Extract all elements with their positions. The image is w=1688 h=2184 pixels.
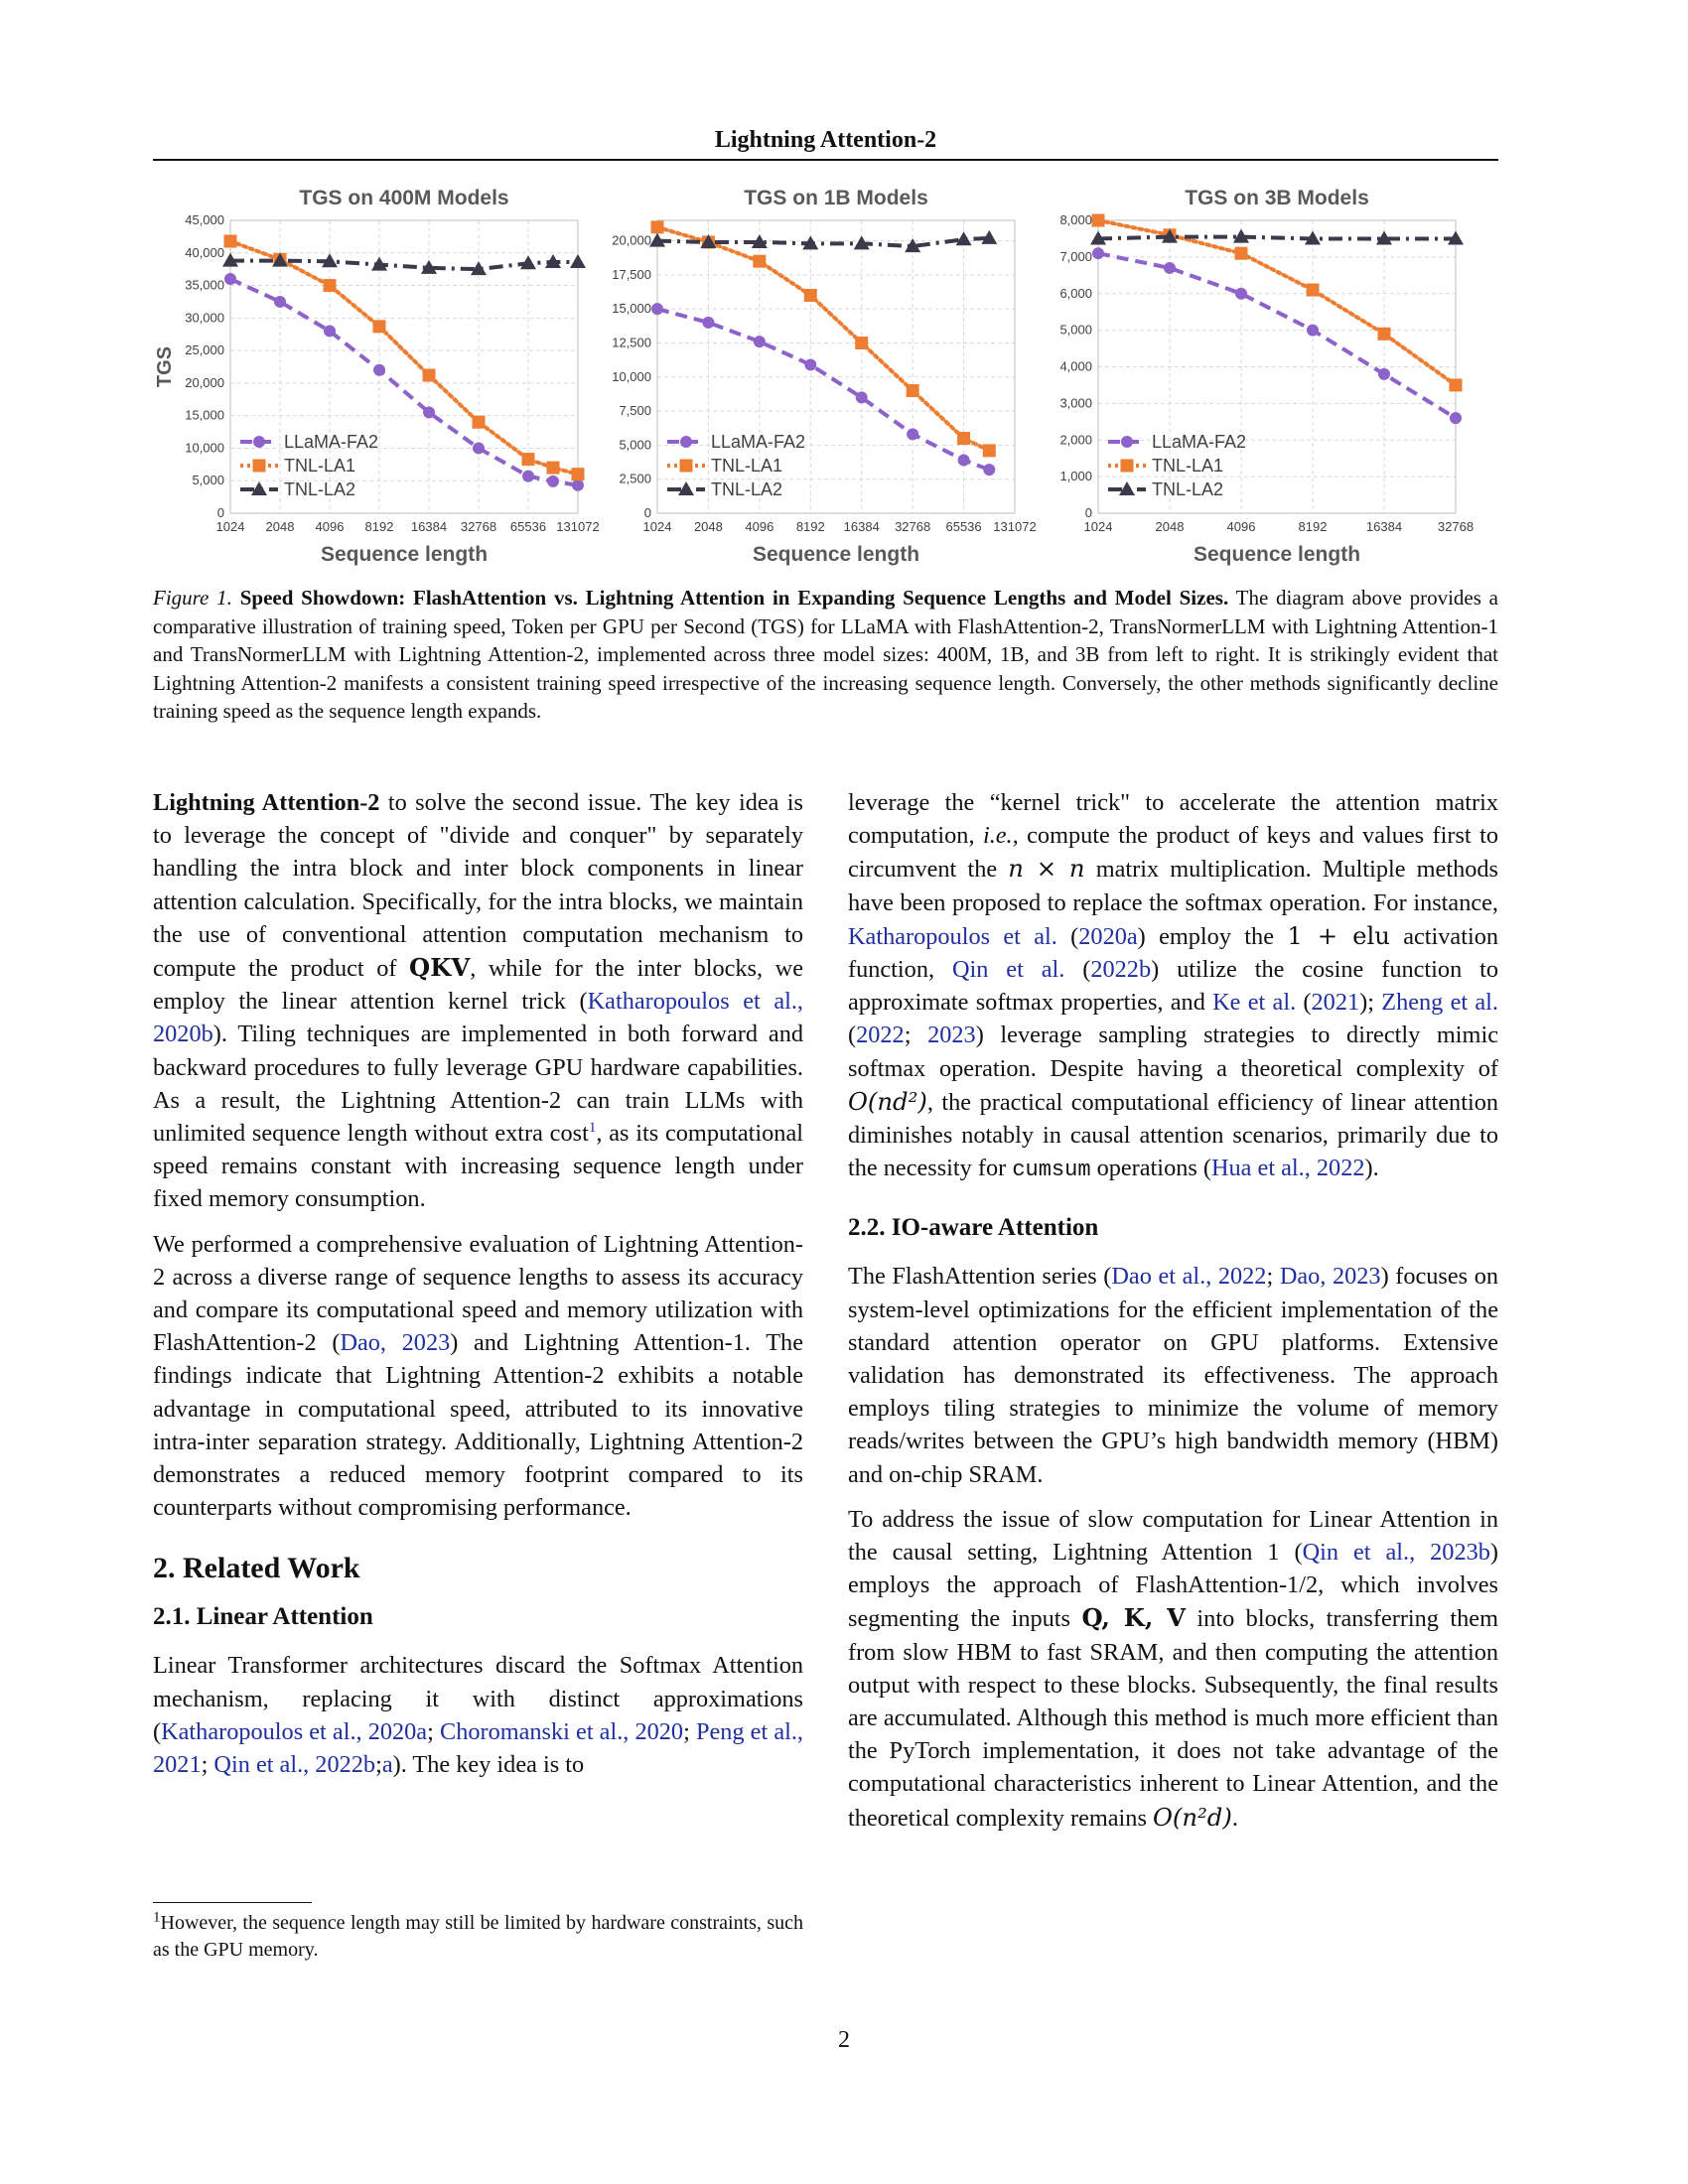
citation-year-link[interactable]: 2022b (1090, 956, 1152, 984)
chart-title: TGS on 1B Models (744, 187, 928, 209)
y-tick-label: 10,000 (185, 440, 224, 456)
citation-link[interactable]: Zheng et al. (1381, 989, 1499, 1017)
figure-caption (153, 584, 1498, 726)
text: utilize the cosine function to approximate softmax properties, and (848, 956, 1499, 1017)
math-elu: 1 + elu (1287, 920, 1390, 950)
text: , the practical computational efficiency of linear attention diminishes notably in causal attention scenarios, primarily due to the necessity for (848, 1088, 1498, 1182)
text: leverage the “kernel trick" to accelerate the attention matrix computation, (848, 789, 1498, 850)
data-point (547, 476, 559, 487)
data-point (1450, 378, 1463, 391)
x-tick-label: 4096 (315, 519, 345, 534)
x-tick-label: 32768 (1437, 519, 1475, 534)
citation-link[interactable]: Qin et al., 2023b (1302, 1539, 1490, 1567)
chart-title: TGS on 3B Models (1185, 187, 1369, 209)
text: The FlashAttention series ( (848, 1263, 1112, 1291)
page-number: 2 (838, 2027, 850, 2053)
chart-title: TGS on 400M Models (299, 187, 509, 209)
text: ; (1266, 1263, 1280, 1291)
text: , as its computational speed remains constant with increasing sequence length under fixed memory consumption. (153, 1120, 803, 1213)
data-point (1307, 284, 1320, 297)
x-tick-label: 32768 (895, 519, 931, 534)
x-tick-label: 1024 (1083, 519, 1113, 534)
running-head: Lightning Attention-2 (714, 127, 937, 153)
data-point (1235, 247, 1248, 260)
y-tick-label: 4,000 (1059, 358, 1092, 374)
data-point (957, 432, 970, 445)
citation-year-link[interactable]: 2021 (1311, 989, 1360, 1017)
data-point (423, 406, 435, 418)
chart-3b-svg (1027, 181, 1475, 578)
series-line (1098, 253, 1456, 418)
text: operations ( (1090, 1155, 1211, 1182)
x-tick-label: 2048 (1155, 519, 1185, 534)
series-line (1098, 220, 1456, 385)
legend (240, 432, 378, 499)
y-tick-label: 25,000 (185, 342, 224, 358)
x-tick-label: 65536 (945, 519, 982, 534)
data-point (804, 358, 816, 370)
text: . (1231, 1804, 1238, 1832)
x-tick-label: 16384 (843, 519, 880, 534)
paragraph: leverage the “kernel trick" to accelerate the attention matrix computation, i.e., compute the product of keys and values first to circumvent the n × n matrix multiplication. Multiple methods have been proposed to replace the softmax operation. For instance, Katharopoulos et al. (2020a) employ the 1 + elu activation function, Qin et al. (2022b) utilize the cosine function to approximate softmax properties, and Ke et al. (2021); Zheng et al. (2022; 2023) leverage sampling strategies to directly mimic softmax operation. Despite having a theoretical complexity of O(nd²), the practical computational efficiency of linear attention diminishes notably in causal attention scenarios, primarily due to the necessity for cumsum operations (Hua et al., 2022). (848, 789, 1499, 1183)
data-point (983, 464, 995, 476)
y-tick-label: 15,000 (612, 301, 651, 317)
footnote (153, 1910, 803, 1964)
y-tick-label: 20,000 (612, 232, 651, 248)
x-tick-label: 1024 (642, 519, 672, 534)
text: We performed a comprehensive evaluation of Lightning Attention-2 across a diverse range of sequence lengths to assess its accuracy and compare its computational speed and memory utilization with FlashAttention-2 ( (153, 1230, 803, 1357)
data-point (547, 462, 560, 475)
citation-link[interactable]: Hua et al., 2022 (1210, 1155, 1365, 1182)
data-point (373, 320, 386, 333)
math-complexity: O(nd²) (848, 1086, 927, 1116)
x-tick-label: 4096 (745, 519, 774, 534)
x-axis-title: Sequence length (1193, 543, 1361, 566)
legend-label: LLaMA-FA2 (711, 432, 806, 452)
x-tick-label: 32768 (460, 519, 497, 534)
paragraph (153, 786, 803, 1216)
data-point (572, 479, 584, 491)
y-tick-label: 6,000 (1059, 285, 1092, 301)
citation-link[interactable]: Katharopoulos et al., 2020a (161, 1717, 428, 1745)
math-nxn: n × n (1008, 854, 1085, 884)
x-tick-label: 4096 (1226, 519, 1256, 534)
citation-link[interactable]: Qin et al. (951, 956, 1065, 984)
y-tick-label: 8,000 (1059, 212, 1092, 227)
data-point (1307, 325, 1319, 337)
y-tick-label: 15,000 (185, 407, 224, 423)
citation-link[interactable]: Katharopoulos et al., 2020b (153, 988, 804, 1048)
section-heading: 2. Related Work (153, 1552, 360, 1585)
data-point (224, 234, 237, 247)
subsection-heading: 2.1. Linear Attention (153, 1603, 373, 1631)
y-tick-label: 1,000 (1059, 469, 1092, 484)
text: Linear Transformer architectures discard the Softmax Attention mechanism, replacing it with distinct approximations ( (153, 1652, 803, 1745)
data-point (753, 255, 766, 268)
chart-1b (588, 181, 1037, 578)
x-tick-label: 131072 (556, 519, 600, 534)
data-point (702, 317, 714, 329)
legend-label: TNL-LA1 (711, 456, 783, 476)
math-complexity: O(n²d) (1152, 1802, 1232, 1832)
legend-label: TNL-LA2 (1152, 479, 1224, 499)
data-point (856, 391, 868, 403)
y-tick-label: 7,000 (1059, 248, 1092, 264)
text: ) focuses on system-level optimizations for the efficient implementation of the standard attention operator on GPU platforms. Extensive validation has demonstrated its effectiveness. The approach employs tiling strategies to minimize the volume of memory reads/writes between the GPU’s high bandwidth memory (HBM) and on-chip SRAM. (848, 1263, 1499, 1488)
chart-1b-svg (588, 181, 1037, 578)
x-tick-label: 8192 (795, 519, 825, 534)
chart-400m-svg (149, 181, 600, 578)
text: ; (683, 1717, 696, 1745)
data-point (473, 416, 486, 429)
text: employ the (1145, 922, 1288, 950)
figure-title: Speed Showdown: FlashAttention vs. Lightning Attention in Expanding Sequence Lengths and Model Sizes. (239, 586, 1229, 610)
text: ) and Lightning Attention-1. The findings indicate that Lightning Attention-2 exhibits a notable advantage in computational speed, attributed to its innovative intra-inter separation strategy. Additionally, Lightning Attention-2 demonstrates a reduced memory footprint compared to its counterparts without compromising performance. (153, 1329, 803, 1522)
citation-link[interactable]: Katharopoulos et al. (848, 922, 1057, 950)
y-tick-label: 20,000 (185, 374, 224, 390)
y-tick-label: 3,000 (1059, 395, 1092, 411)
data-point (1378, 368, 1390, 380)
y-tick-label: 5,000 (192, 473, 224, 488)
y-tick-label: 0 (643, 505, 651, 520)
citation-year-link[interactable]: 2022 (856, 1022, 905, 1049)
data-point (324, 325, 336, 337)
data-point (651, 220, 664, 233)
x-tick-label: 8192 (364, 519, 394, 534)
data-point (274, 296, 286, 308)
text: To address the issue of slow computation for Linear Attention in the causal setting, Lightning Attention 1 ( (848, 1505, 1498, 1567)
right-column (848, 786, 1498, 1846)
citation-link[interactable]: Dao, 2023 (340, 1329, 451, 1357)
x-axis-title: Sequence length (320, 543, 489, 566)
data-point (958, 454, 970, 466)
legend-marker (253, 436, 265, 448)
data-point (1164, 262, 1176, 274)
data-point (1235, 288, 1247, 300)
math-qkv-inputs: Q, K, V (1081, 1603, 1186, 1633)
text: , while for the inter blocks, we employ the linear attention kernel trick ( (153, 955, 803, 1016)
legend-label: TNL-LA1 (1152, 456, 1224, 476)
text: ; (375, 1751, 382, 1779)
legend-label: LLaMA-FA2 (284, 432, 379, 452)
code-cumsum: cumsum (1012, 1158, 1091, 1183)
x-axis-title: Sequence length (752, 543, 920, 566)
citation-link[interactable]: Qin et al., 2022b (213, 1751, 376, 1779)
data-point (1092, 247, 1104, 259)
y-tick-label: 5,000 (1059, 322, 1092, 338)
y-tick-label: 2,000 (1059, 432, 1092, 448)
data-point (473, 442, 485, 454)
citation-link[interactable]: Choromanski et al., 2020 (439, 1717, 684, 1745)
data-point (1450, 412, 1462, 424)
x-tick-label: 131072 (993, 519, 1037, 534)
legend-label: TNL-LA2 (284, 479, 356, 499)
citation-link[interactable]: Peng et al., 2021 (153, 1717, 804, 1779)
y-tick-label: 5,000 (619, 437, 651, 453)
footnote-number: 1 (153, 1909, 161, 1926)
text: into blocks, transferring them from slow HBM to fast SRAM, and then computing the attention output with respect to these blocks. Subsequently, the final results are accumulated. Although this method is much more efficient than the PyTorch implementation, it does not take advantage of the computational characteristics inherent to Linear Attention, and the theoretical complexity remains (848, 1605, 1498, 1832)
footnote-marker[interactable]: 1 (588, 1119, 597, 1136)
citation-link[interactable]: Dao et al., 2022 (1111, 1263, 1267, 1291)
math-qkv: QKV (409, 953, 471, 983)
x-tick-label: 65536 (509, 519, 547, 534)
legend-marker (680, 436, 692, 448)
y-tick-label: 2,500 (619, 471, 651, 486)
data-point (855, 337, 868, 349)
citation-link[interactable]: Dao, 2023 (1279, 1263, 1381, 1291)
data-point (373, 364, 385, 376)
y-tick-label: 30,000 (185, 310, 224, 326)
chart-3b (1027, 181, 1475, 578)
y-tick-label: 0 (1084, 505, 1092, 520)
text: ). Tiling techniques are implemented in both forward and backward procedures to fully leverage GPU hardware capabilities. As a result, the Lightning Attention-2 can train LLMs with unlimited sequence length without extra cost (153, 1021, 803, 1148)
y-tick-label: 0 (216, 505, 224, 520)
y-tick-label: 7,500 (619, 403, 651, 419)
data-point (907, 384, 919, 397)
text: ). The key idea is to (392, 1751, 585, 1779)
data-point (1378, 328, 1391, 341)
text: matrix multiplication. Multiple methods have been proposed to replace the softmax operation. For instance, (848, 856, 1498, 916)
text: ). (1364, 1155, 1379, 1182)
method-name: Lightning Attention-2 (153, 789, 380, 816)
legend-marker (1121, 460, 1134, 473)
text: activation function, (848, 922, 1498, 984)
legend-label: TNL-LA2 (711, 479, 783, 499)
legend (667, 432, 805, 499)
y-axis-title: TGS (154, 345, 176, 388)
y-tick-label: 10,000 (612, 368, 651, 384)
citation-link[interactable]: Ke et al. (1212, 989, 1297, 1017)
data-point (572, 468, 585, 480)
data-point (324, 279, 337, 292)
y-tick-label: 12,500 (612, 335, 651, 350)
chart-400m (149, 181, 600, 578)
figure-label: Figure 1. (153, 586, 232, 610)
paragraph (153, 1649, 803, 1781)
paragraph (848, 1260, 1498, 1490)
series-line (230, 241, 578, 475)
data-point (804, 289, 817, 302)
figure-caption-text: The diagram above provides a comparative illustration of training speed, Token per GPU per Second (TGS) for LLaMA with FlashAttention-2, TransNormerLLM with Lightning Attention-1 and TransNormerLLM with Lightning Attention-2, implemented across three model sizes: 400M, 1B, and 3B from left to right. It is strikingly evident that Lightning Attention-2 manifests a consistent training speed irrespective of the increasing sequence length. Conversely, the other methods significantly decline training speed as the sequence length expands. (153, 586, 1499, 724)
x-tick-label: 16384 (1365, 519, 1403, 534)
legend-marker (253, 460, 266, 473)
x-tick-label: 16384 (410, 519, 448, 534)
x-tick-label: 2048 (693, 519, 723, 534)
data-point (907, 428, 918, 440)
x-tick-label: 8192 (1298, 519, 1328, 534)
data-point (651, 303, 663, 315)
legend-marker (1121, 436, 1133, 448)
text: ) employs the approach of FlashAttention-1/2, which involves segmenting the inputs (848, 1539, 1498, 1633)
y-tick-label: 17,500 (612, 266, 651, 282)
text: ) leverage sampling strategies to directly mimic softmax operation. Despite having a theoretical complexity of (848, 1022, 1498, 1082)
legend-label: LLaMA-FA2 (1152, 432, 1247, 452)
data-point (522, 471, 534, 482)
citation-year-link[interactable]: 2023 (927, 1022, 976, 1049)
data-point (983, 444, 996, 457)
citation-year-link[interactable]: 2020a (1078, 922, 1138, 950)
series-line (657, 227, 989, 451)
data-point (522, 453, 535, 466)
paragraph (848, 1503, 1498, 1835)
text: ; (427, 1717, 440, 1745)
y-tick-label: 40,000 (185, 244, 224, 260)
footnote-text: However, the sequence length may still be limited by hardware constraints, such as the GPU memory. (153, 1912, 803, 1961)
subsection-heading: 2.2. IO-aware Attention (848, 1214, 1099, 1242)
legend-label: TNL-LA1 (284, 456, 356, 476)
legend-marker (680, 460, 693, 473)
y-tick-label: 35,000 (185, 277, 224, 293)
text: ; (201, 1751, 214, 1779)
paragraph (153, 1228, 803, 1525)
footnote-rule (153, 1902, 312, 1903)
abbrev: i.e., (982, 822, 1019, 850)
series-line (1098, 237, 1456, 239)
text: to solve the second issue. The key idea is to leverage the concept of "divide and conquer" by separately handling the intra block and inter block components in linear attention calculation. Specifically, for the intra blocks, we maintain the use of conventional attention computation mechanism to compute the product of (153, 789, 804, 983)
data-point (754, 336, 766, 347)
data-point (570, 254, 586, 268)
x-tick-label: 1024 (215, 519, 245, 534)
citation-link[interactable]: a (381, 1751, 393, 1779)
x-tick-label: 2048 (265, 519, 295, 534)
data-point (423, 369, 436, 382)
y-tick-label: 45,000 (185, 212, 224, 227)
data-point (1092, 214, 1105, 227)
left-column (153, 786, 803, 1793)
text: compute the product of keys and values first to circumvent the (848, 822, 1498, 884)
header-rule (153, 159, 1498, 161)
text: ); (1359, 989, 1382, 1017)
legend (1108, 432, 1246, 499)
data-point (224, 273, 236, 285)
